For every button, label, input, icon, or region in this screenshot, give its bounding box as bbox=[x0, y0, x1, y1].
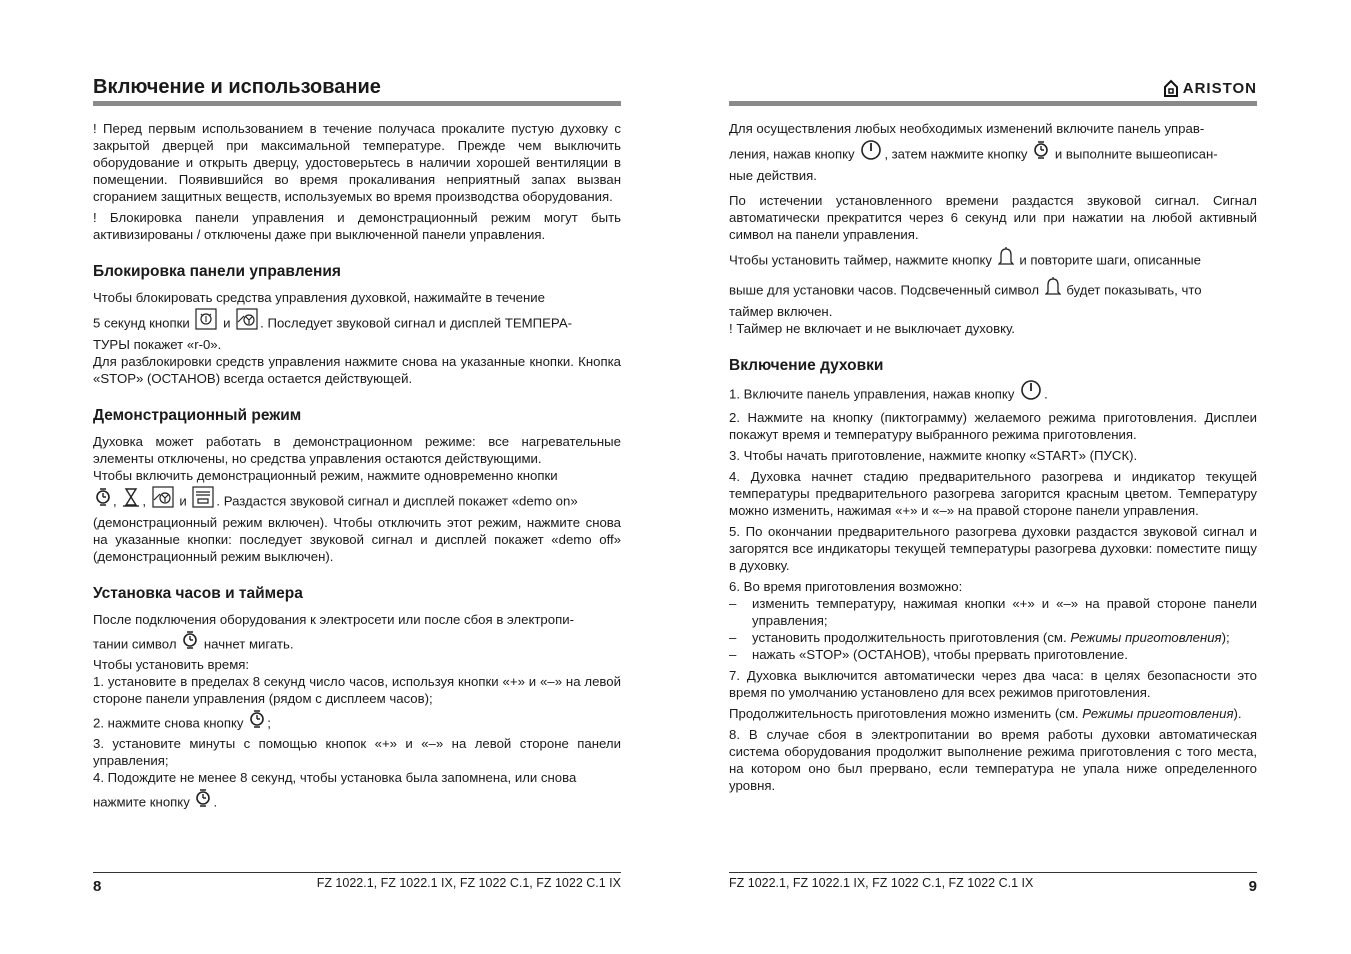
left-content bbox=[93, 120, 621, 818]
timer-text-3: таймер включен. bbox=[729, 304, 833, 319]
clock-text-1: После подключения оборудования к электросети или после сбоя в электропи- bbox=[93, 612, 574, 627]
signal-text: По истечении установленного времени раздастся звуковой сигнал. Сигнал автоматически прекратится через 6 секунд или при нажатии на любой активный символ на панели управления. bbox=[729, 193, 1257, 242]
clock-text-8: нажмите кнопку . bbox=[93, 788, 621, 818]
power-icon bbox=[860, 139, 882, 171]
timer-icon bbox=[122, 487, 140, 517]
clock-text-5: 2. нажмите снова кнопку ; bbox=[93, 709, 621, 739]
timer-warning: ! Таймер не включает и не выключает духовку. bbox=[729, 321, 1015, 336]
clock-text-7: 4. Подождите не менее 8 секунд, чтобы установка была запомнена, или снова bbox=[93, 770, 577, 785]
change-text-1: Для осуществления любых необходимых изменений включите панель управ- bbox=[729, 121, 1205, 136]
bell-icon bbox=[998, 245, 1014, 277]
bell-icon bbox=[1045, 275, 1061, 307]
brand-logo bbox=[1163, 79, 1257, 97]
lock-text-1: Чтобы блокировать средства управления духовкой, нажимайте в течение bbox=[93, 290, 546, 305]
right-page bbox=[729, 0, 1257, 954]
demo-text-1: Духовка может работать в демонстрационном режиме: все нагревательные элементы отключены, но средства управления остаются действующими. bbox=[93, 434, 621, 466]
clock-icon bbox=[1033, 140, 1049, 170]
timer-text-2: выше для установки часов. Подсвеченный символ будет показывать, что bbox=[729, 275, 1257, 307]
timer-text-1: Чтобы установить таймер, нажмите кнопку и повторите шаги, описанные bbox=[729, 245, 1257, 277]
footer-rule bbox=[729, 872, 1257, 873]
oven-step-7b: Продолжительность приготовления можно изменить (см. Режимы приготовления). bbox=[729, 706, 1242, 721]
header-rule bbox=[93, 101, 621, 106]
oven-options-list bbox=[729, 595, 1257, 663]
intro-warning-1: ! Перед первым использованием в течение получаса прокалите пустую духовку с закрытой дверцей при максимальной температуре. Прежде чем выключить оборудование и открыть дверцу, удостоверьтесь в наличии хорошей вентиляции в помещении. Появившийся во время прокаливания неприятный запах вызван сгоранием защитных веществ, используемых во время производства оборудования. bbox=[93, 121, 621, 204]
fan-heat-icon bbox=[236, 308, 258, 340]
right-content bbox=[729, 120, 1257, 798]
clock-text-2: тании символ начнет мигать. bbox=[93, 630, 621, 660]
page-number: 9 bbox=[1248, 878, 1257, 895]
clock-text-6: 3. установите минуты с помощью кнопок «+» и «–» на левой стороне панели управления; bbox=[93, 736, 621, 768]
oven-step-5: 5. По окончании предварительного разогрева духовки раздастся звуковой сигнал и загорятся все индикаторы текущей температуры разогрева духовки: поместите пищу в духовку. bbox=[729, 524, 1257, 573]
demo-heading: Демонстрационный режим bbox=[93, 407, 302, 424]
oven-step-4: 4. Духовка начнет стадию предварительного разогрева и индикатор текущей температуры предварительного разогрева загорится красным цветом. Температуру можно изменить, нажимая «+» и «–» на правой стороне панели управления. bbox=[729, 469, 1257, 518]
clock-text-4: 1. установите в пределах 8 секунд число часов, используя кнопки «+» и «–» на левой стороне панели управления (рядом с дисплеем часов); bbox=[93, 674, 621, 706]
model-list: FZ 1022.1, FZ 1022.1 IX, FZ 1022 C.1, FZ 1022 C.1 IX bbox=[729, 876, 1034, 890]
page-title: Включение и использование bbox=[93, 76, 381, 98]
clock-icon bbox=[195, 788, 211, 818]
clock-text-3: Чтобы установить время: bbox=[93, 657, 250, 672]
intro-warning-2: ! Блокировка панели управления и демонстрационный режим могут быть активизированы / отключены даже при выключенной панели управления. bbox=[93, 210, 621, 242]
lock-heading: Блокировка панели управления bbox=[93, 263, 341, 280]
clock-heading: Установка часов и таймера bbox=[93, 585, 303, 602]
demo-text-3: , , и . Раздастся звуковой сигнал и дисплей покажет «demo on» bbox=[93, 486, 621, 518]
power-icon bbox=[1020, 379, 1042, 411]
demo-text-4: (демонстрационный режим включен). Чтобы отключить этот режим, нажмите снова на указанные кнопки: последует звуковой сигнал и дисплей покажет «demo off» (демонстрационный режим выключен). bbox=[93, 515, 621, 564]
oven-step-6: 6. Во время приготовления возможно: bbox=[729, 579, 963, 594]
oven-heading: Включение духовки bbox=[729, 357, 884, 374]
oven-step-2: 2. Нажмите на кнопку (пиктограмму) желаемого режима приготовления. Дисплеи покажут время и температуру выбранного режима приготовления. bbox=[729, 410, 1257, 442]
change-text-2: ления, нажав кнопку , затем нажмите кнопку и выполните вышеописан- bbox=[729, 139, 1257, 171]
lock-text-3: ТУРЫ покажет «r-0». bbox=[93, 337, 222, 352]
lock-text-2: 5 секунд кнопки и . Последует звуковой сигнал и дисплей ТЕМПЕРА- bbox=[93, 308, 621, 340]
oven-step-7: 7. Духовка выключится автоматически через два часа: в целях безопасности это время по умолчанию установлено для всех режимов приготовления. bbox=[729, 668, 1257, 700]
oven-step-1: 1. Включите панель управления, нажав кнопку . bbox=[729, 379, 1257, 411]
header-rule bbox=[729, 101, 1257, 106]
oven-step-8: 8. В случае сбоя в электропитании во время работы духовки автоматическая система оборудования продолжит выполнение режима приготовления с того места, на котором оно был прервано, если температура не упала ниже определенного уровня. bbox=[729, 727, 1257, 793]
page-number: 8 bbox=[93, 878, 102, 895]
model-list: FZ 1022.1, FZ 1022.1 IX, FZ 1022 C.1, FZ 1022 C.1 IX bbox=[316, 876, 621, 890]
lock-text-4: Для разблокировки средств управления нажмите снова на указанные кнопки. Кнопка «STOP» (ОСТАНОВ) всегда остается действующей. bbox=[93, 354, 621, 386]
brand-name: ARISTON bbox=[1182, 79, 1257, 97]
list-item: – изменить температуру, нажимая кнопки «+» и «–» на правой стороне панели управления; bbox=[729, 595, 1257, 629]
demo-text-2: Чтобы включить демонстрационный режим, нажмите одновременно кнопки bbox=[93, 468, 558, 483]
list-item: – нажать «STOP» (ОСТАНОВ), чтобы прервать приготовление. bbox=[729, 646, 1257, 663]
oven-step-3: 3. Чтобы начать приготовление, нажмите кнопку «START» (ПУСК). bbox=[729, 448, 1138, 463]
list-item: – установить продолжительность приготовления (см. Режимы приготовления); bbox=[729, 629, 1257, 646]
house-logo-icon bbox=[1163, 79, 1179, 97]
left-page bbox=[93, 0, 621, 954]
change-text-3: ные действия. bbox=[729, 168, 817, 183]
footer-rule bbox=[93, 872, 621, 873]
clock-icon bbox=[95, 487, 111, 517]
